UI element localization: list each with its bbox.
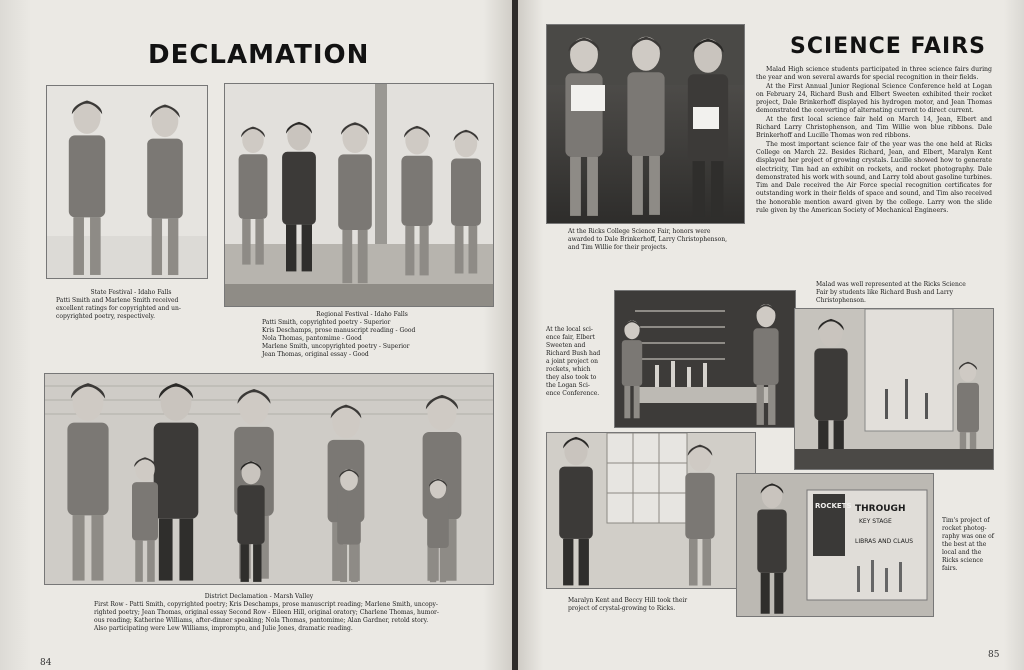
regional-festival-caption [262,311,462,359]
caption-line: Regional Festival - Idaho Falls [316,311,408,318]
crystal-growing-photo [546,432,756,589]
caption-line: the best at the [942,541,987,548]
rocket-project-photo [614,290,796,428]
caption-line: Also participating were Lew Williams, impromptu, and Julie Jones, dramatic reading. [94,625,353,632]
poster-line: THROUGH [855,504,906,514]
ricks-exhibit-photo [794,308,994,470]
malad-represented-caption [816,281,1006,305]
ricks-college-award-photo [546,24,745,224]
caption-line: local and the [942,549,982,556]
caption-line: Nola Thomas, pantomime - Good [262,335,362,342]
caption-line: fairs. [942,565,958,572]
caption-line: and Tim Willie for their projects. [568,244,668,251]
article-paragraph: The most important science fair of the year was the one held at Ricks College on March 22. Besides Richard, Jean, and Elbert, Maralyn Kent displayed her project of growing crystals. Lucille showed how to generate electricity, Tim had an exhibit on rockets, and rocket photography. Dale demonstrated his work with sound, and Larry told about gasoline turbines. Tim and Dale received the Air Force special recognition certificates for outstanding work in their fields of space and sound, and Tim also received the honorable mention award given by the college. Larry won the slide rule given by the American Society of Mechanical Engineers. [756,140,992,215]
caption-line: Marlene Smith, uncopyrighted poetry - Superior [262,343,410,350]
declamation-heading: DECLAMATION [148,40,370,70]
science-fairs-article [756,66,992,215]
caption-line: righted poetry; Jean Thomas, original essay Second Row - Eileen Hill, original oratory; Charlene Thomas, humor- [94,609,439,616]
caption-line: State Festival - Idaho Falls [90,289,172,296]
article-paragraph: At the first local science fair held on March 14, Jean, Elbert and Richard Larry Christophenson, and Tim Willie won blue ribbons. Dale Brinkerhoff and Lucille Thomas won red ribbons. [756,115,992,140]
caption-line: Maralyn Kent and Beccy Hill took their [568,597,688,604]
caption-line: Kris Deschamps, prose manuscript reading - Good [262,327,416,334]
rocket-photography-caption [942,517,1012,573]
district-declamation-caption [94,593,514,633]
caption-line: Tim's project of [942,517,990,524]
caption-line: they also took to [546,374,597,381]
rocket-photography-photo [736,473,934,617]
caption-line: a joint project on [546,358,598,365]
article-paragraph: Malad High science students participated in three science fairs during the year and won several awards for special recognition in their fields. [756,66,992,82]
caption-line: excellent ratings for copyrighted and un- [56,305,181,312]
caption-line: copyrighted poetry, respectively. [56,313,156,320]
poster-line: LIBRAS AND CLAUS [855,538,914,545]
caption-line: Ricks science [942,557,984,564]
caption-line: Christophenson. [816,297,866,304]
state-festival-caption [56,289,206,321]
caption-line: rocket photog- [942,525,987,532]
caption-line: Malad was well represented at the Ricks Science [816,281,966,288]
page-number-right: 85 [988,650,1000,660]
regional-festival-photo [224,83,494,307]
caption-line: ence fair, Elbert [546,334,595,341]
poster-line: KEY STAGE [859,518,892,525]
ricks-college-caption [568,228,748,252]
caption-line: awarded to Dale Brinkerhoff, Larry Christophenson, [568,236,727,243]
caption-line: Patti Smith and Marlene Smith received [56,297,179,304]
caption-line: raphy was one of [942,533,994,540]
caption-line: ence Conference. [546,390,600,397]
article-paragraph: At the First Annual Junior Regional Science Conference held at Logan on February 24, Richard Bush and Elbert Sweeten exhibited their rocket project, Dale Brinkerhoff displayed his hydrogen motor, and Jean Thomas demonstrated the converting of alternating current to direct current. [756,82,992,115]
page-number-left: 84 [40,658,52,668]
state-festival-photo [46,85,208,279]
caption-line: Jean Thomas, original essay - Good [262,351,369,358]
caption-line: Fair by students like Richard Bush and Larry [816,289,953,296]
right-page [518,0,1024,670]
caption-line: Sweeten and [546,342,586,349]
caption-line: At the Ricks College Science Fair, honors were [568,228,711,235]
caption-line: Richard Bush had [546,350,601,357]
caption-line: Patti Smith, copyrighted poetry - Superior [262,319,391,326]
local-fair-caption [546,326,610,398]
caption-line: ous reading; Katherine Williams, after-dinner speaking; Nola Thomas, pantomime; Alan Gardner, retold story. [94,617,429,624]
caption-line: rockets, which [546,366,591,373]
caption-line: project of crystal-growing to Ricks. [568,605,676,612]
caption-line: At the local sci- [546,326,593,333]
caption-line: District Declamation - Marsh Valley [204,593,314,600]
caption-line: the Logan Sci- [546,382,590,389]
poster-line: ROCKETS [815,502,852,510]
science-fairs-heading: SCIENCE FAIRS [790,34,986,59]
caption-line: First Row - Patti Smith, copyrighted poetry; Kris Deschamps, prose manuscript reading; Marlene Smith, uncopy- [94,601,438,608]
district-declamation-photo [44,373,494,585]
crystal-growing-caption [568,597,748,613]
